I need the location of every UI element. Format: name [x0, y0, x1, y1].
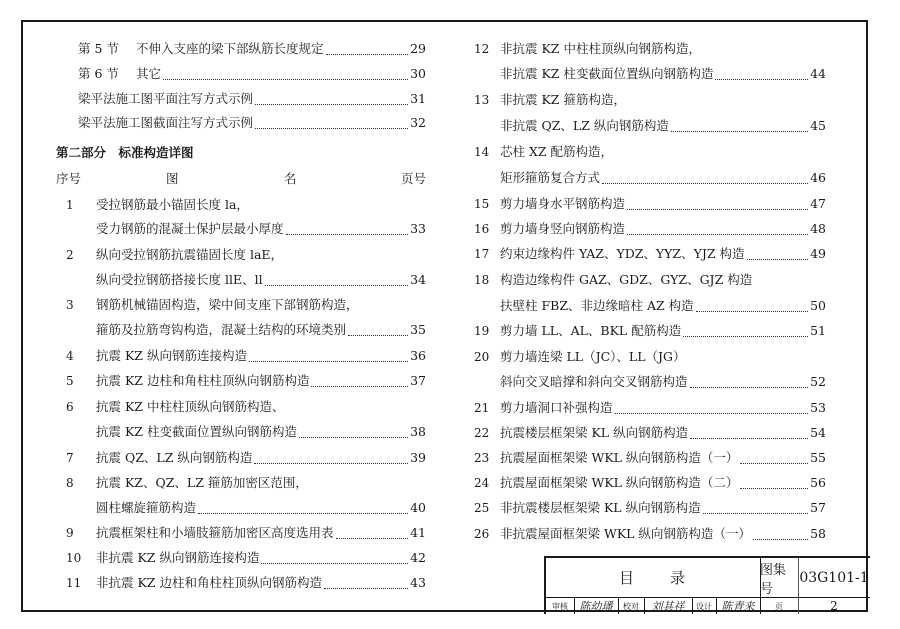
- toc-entry: 11 非抗震 KZ 边柱和角柱柱顶纵向钢筋构造 43: [66, 575, 426, 590]
- page-number: 2: [830, 599, 838, 613]
- toc-entry-cont: 非抗震 KZ 柱变截面位置纵向钢筋构造 44: [500, 66, 826, 81]
- toc-entry: 5 抗震 KZ 边柱和角柱柱顶纵向钢筋构造 37: [66, 373, 426, 388]
- leader-dots: [163, 79, 408, 80]
- title-block: [544, 556, 870, 614]
- toc-entry: 10 非抗震 KZ 纵向钢筋连接构造 42: [66, 550, 426, 565]
- toc-entry: 3 钢筋机械锚固构造，梁中间支座下部钢筋构造，: [66, 297, 359, 312]
- toc-entry-cont: 纵向受拉钢筋搭接长度 llE、ll 34: [96, 272, 426, 287]
- toc-entry: 26 非抗震屋面框架梁 WKL 纵向钢筋构造（一） 58: [474, 526, 826, 541]
- toc-entry: 22 抗震楼层框架梁 KL 纵向钢筋构造 54: [474, 425, 826, 440]
- toc-entry: 14 芯柱 XZ 配筋构造，: [474, 144, 614, 159]
- toc-entry-cont: 圆柱螺旋箍筋构造 40: [96, 500, 426, 515]
- toc-section-row: 第 5 节 不伸入支座的梁下部纵筋长度规定 29: [78, 41, 426, 56]
- toc-entry: 2 纵向受拉钢筋抗震锚固长度 laE，: [66, 247, 284, 262]
- review-label: 审核: [552, 601, 568, 611]
- toc-entry-cont: 抗震 KZ 柱变截面位置纵向钢筋构造 38: [96, 424, 426, 439]
- toc-entry-cont: 箍筋及拉筋弯钩构造，混凝土结构的环境类别 35: [96, 322, 426, 337]
- toc-entry-cont: 扶壁柱 FBZ、非边缘暗柱 AZ 构造 50: [500, 298, 826, 313]
- toc-entry: 9 抗震框架柱和小墙肢箍筋加密区高度选用表 41: [66, 525, 426, 540]
- toc-entry-cont: 矩形箍筋复合方式 46: [500, 170, 826, 185]
- toc-entry: 4 抗震 KZ 纵向钢筋连接构造 36: [66, 348, 426, 363]
- toc-entry: 18 构造边缘构件 GAZ、GDZ、GYZ、GJZ 构造: [474, 272, 753, 287]
- part-heading: 第二部分 标准构造详图: [56, 145, 194, 160]
- toc-entry: 19 剪力墙 LL、AL、BKL 配筋构造 51: [474, 323, 826, 338]
- atlas-number: 03G101-1: [799, 569, 869, 586]
- toc-entry-cont: 受力钢筋的混凝土保护层最小厚度 33: [96, 221, 426, 236]
- toc-entry: 6 抗震 KZ 中柱柱顶纵向钢筋构造、: [66, 399, 285, 414]
- toc-entry-cont: 斜向交叉暗撑和斜向交叉钢筋构造 52: [500, 374, 826, 389]
- toc-entry: 16 剪力墙身竖向钢筋构造 48: [474, 221, 826, 236]
- toc-entry: 8 抗震 KZ、QZ、LZ 箍筋加密区范围，: [66, 475, 308, 490]
- toc-entry: 1 受拉钢筋最小锚固长度 la，: [66, 197, 249, 212]
- toc-entry: 17 约束边缘构件 YAZ、YDZ、YYZ、YJZ 构造 49: [474, 246, 826, 261]
- toc-section-row: 梁平法施工图平面注写方式示例 31: [78, 91, 426, 106]
- column-headers: 序号 图 名 页号: [56, 171, 426, 186]
- toc-entry: 13 非抗震 KZ 箍筋构造，: [474, 92, 626, 107]
- toc-entry: 7 抗震 QZ、LZ 纵向钢筋构造 39: [66, 450, 426, 465]
- toc-entry: 21 剪力墙洞口补强构造 53: [474, 400, 826, 415]
- page-label: 页: [775, 601, 783, 611]
- toc-section-row: 第 6 节 其它 30: [78, 66, 426, 81]
- drawing-title: 目 录: [618, 569, 687, 587]
- review-signature: 陈幼璠: [579, 600, 613, 613]
- design-label: 设计: [696, 601, 712, 611]
- leader-dots: [255, 128, 408, 129]
- toc-section-row: 梁平法施工图截面注写方式示例 32: [78, 115, 426, 130]
- leader-dots: [255, 104, 408, 105]
- toc-entry: 24 抗震屋面框架梁 WKL 纵向钢筋构造（二） 56: [474, 475, 826, 490]
- leader-dots: [326, 54, 409, 55]
- toc-entry: 12 非抗震 KZ 中柱柱顶纵向钢筋构造，: [474, 41, 701, 56]
- toc-entry: 15 剪力墙身水平钢筋构造 47: [474, 196, 826, 211]
- toc-entry-cont: 非抗震 QZ、LZ 纵向钢筋构造 45: [500, 118, 826, 133]
- atlas-label: 图集号: [760, 562, 787, 597]
- design-signature: 陈青来: [721, 600, 755, 613]
- check-signature: 刘其祥: [651, 600, 685, 613]
- toc-entry: 25 非抗震楼层框架梁 KL 纵向钢筋构造 57: [474, 500, 826, 515]
- check-label: 校对: [623, 601, 639, 611]
- toc-entry: 23 抗震屋面框架梁 WKL 纵向钢筋构造（一） 55: [474, 450, 826, 465]
- toc-entry: 20 剪力墙连梁 LL（JC）、LL（JG）: [474, 349, 686, 364]
